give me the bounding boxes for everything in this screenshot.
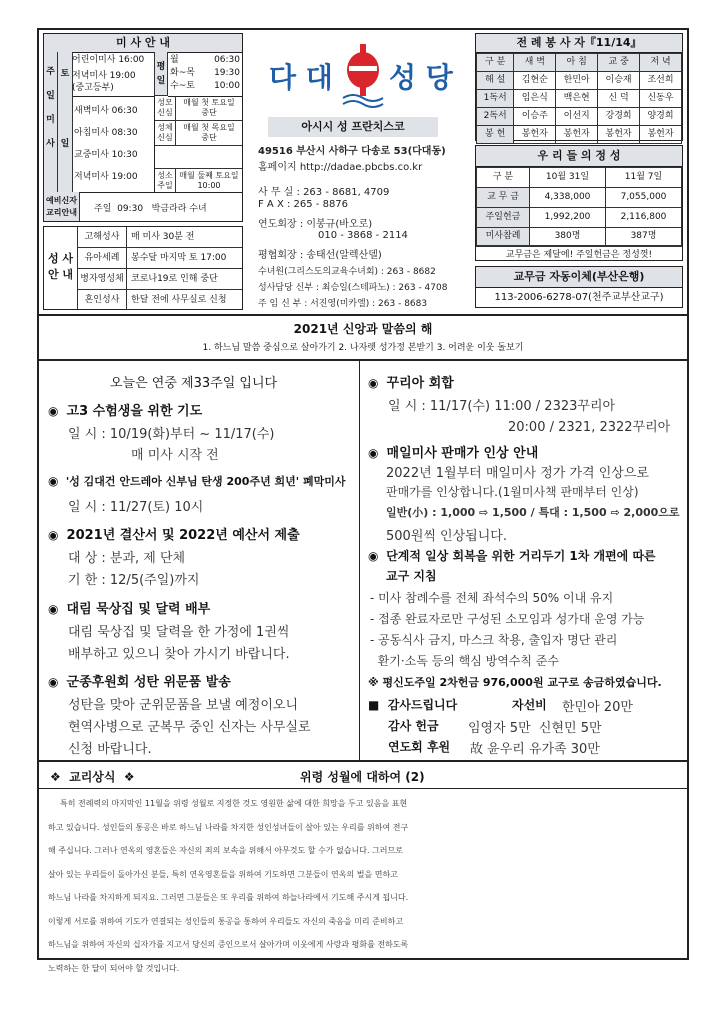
doctrine-label: ❖ 교리상식 ❖ [50,770,135,784]
weekday-3-time: 10:00 [214,81,240,91]
notice-line: 2022년 1월부터 매일미사 정가 가격 인상으로 [386,466,649,481]
convent-info: 수녀원(그리스도의교육수녀회) : 263 - 8682 [258,267,436,277]
thanks-key: 감사 헌금 [388,719,439,733]
sunday-notice: 오늘은 연중 제33주일 입니다 [110,376,278,391]
year-theme-sub: 1. 하느님 말씀 중심으로 살아가기 2. 나자렛 성가정 본받기 3. 어려운 이웃 돌보기 [202,343,524,353]
notice-line: 성탄을 맞아 군위문품을 보낼 예정이오니 [68,698,299,713]
hall-president: 연도회장 : 이봉규(바오로) [258,219,373,230]
doctrine-line: 특히 전례력의 마지막인 11월을 위령 성월로 지정한 것도 영원한 삶에 대한 희망을 두고 있음을 표현 [60,799,408,808]
doctrine-line: 해 주십니다. 그러나 연옥의 영혼들은 자신의 죄의 보속을 위해서 아무것도 할 수가 없습니다. 그러므로 [48,846,403,855]
servers-cell: 조선희 [640,72,682,90]
servers-cell: 봉헌자 [598,126,640,144]
servers-cell: 봉헌자 [556,126,598,144]
doctrine-text [48,792,678,980]
offering-header: 10월 31일 [530,168,606,188]
doctrine-line: 하느님 나라를 차지하게 되지요. 그러면 그분들은 또 우리를 위하여 하늘나라에서 기도해 주시게 됩니다. [48,893,409,902]
servers-cell: 이승재 [598,72,640,90]
sacrament-3-val: 코로나19로 인해 중단 [131,274,218,284]
servers-cell: 봉 헌 [477,126,514,144]
logo-text-b: 성 당 [389,61,453,94]
thanks-key: 자선비 [512,698,547,712]
servers-cell: 강경희 [598,108,640,126]
offering-box [475,145,683,261]
servers-cell: 봉헌자 [640,126,682,144]
office-tel: 사 무 실 : 263 - 8681, 4709 [258,187,390,198]
offering-cell: 387명 [606,228,682,246]
sacrament-2-key: 유아세례 [78,248,127,268]
weekday-label: 평 일 [154,52,168,96]
notice-title: 단계적 일상 회복을 위한 거리두기 1차 개편에 따른 [386,549,656,563]
offering-note: 교무금은 제달에! 주일헌금은 정성껏! [476,246,682,263]
servers-cell: 양경희 [640,108,682,126]
doctrine-line: 노력하는 한 달이 되어야 할 것입니다. [48,963,180,973]
sun-mass-1: 새벽미사 06:30 [74,106,138,116]
pastor-info: 주 임 신 부 : 서진영(미카엘) : 263 - 8683 [258,299,428,309]
servers-cell: 김현순 [514,72,556,90]
offering-header: 구 분 [477,168,530,188]
notice-line: 대림 묵상집 및 달력을 한 가정에 1권씩 [68,625,290,640]
mass-sun-label: 일 [58,96,73,192]
doctrine-line: 살아 있는 우리들이 돌아가신 분들, 특히 연옥영혼들을 위하여 기도하면 그분들이 연옥의 벌을 면하고 [48,869,398,879]
servers-header: 저 녁 [640,54,682,72]
devotion-list [155,96,242,193]
sat-mass-1: 어린이미사 16:00 [72,55,145,65]
servers-cell: 백은현 [556,90,598,108]
church-homepage: 홈페이지 http://dadae.pbcbs.co.kr [258,162,423,173]
notice-line: 500원씩 인상됩니다. [386,529,507,544]
weekday-schedule [170,54,240,93]
year-theme-title: 2021년 신앙과 말씀의 해 [293,322,433,336]
thanks-val: 한민아 20만 [562,700,633,715]
offering-cell: 교 무 금 [477,188,530,208]
devotion-3-type: 성소 주일 [155,169,176,193]
notice-heading [368,442,538,461]
thanks-val: 故 윤우리 유가족 30만 [470,742,600,757]
sat-mass-2: 저녁미사 19:00 [72,71,136,81]
mass-sat-label: 토 [58,52,73,97]
notice-line: 대 상 : 분과, 제 단체 [68,551,186,566]
servers-cell: 한민아 [556,72,598,90]
notice-line: 20:00 / 2321, 2322꾸리아 [508,420,671,435]
bullet-icon: ◉ [48,474,59,488]
notice-line: 환기·소독 등의 핵심 방역수칙 준수 [370,654,559,668]
offering-cell: 7,055,000 [606,188,682,208]
servers-cell: 신동우 [640,90,682,108]
servers-header: 새 벽 [514,54,556,72]
offering-title: 우 리 들 의 정 성 [476,146,682,167]
doctrine-line: 이렇게 서로를 위하여 기도가 연결되는 성인들의 통공을 통하여 우리들도 자신의 죽음을 미리 준비하고 [48,916,404,926]
sat-mass-list [72,54,154,94]
sacrament-4-key: 혼인성사 [78,290,127,310]
weekday-1-time: 06:30 [214,55,240,65]
weekday-1-day: 월 [170,55,179,65]
mass-title: 미 사 안 내 [44,34,242,53]
servers-cell: 해 설 [477,72,514,90]
sacrament-2-val: 봉수달 마지막 토 17:00 [131,253,227,263]
sun-mass-3: 교중미사 10:30 [74,150,138,160]
notice-line: 판매가를 인상합니다.(1월미사책 판매부터 인상) [386,485,639,499]
notice-line: - 접종 완료자로만 구성된 소모임과 성가대 운영 가능 [370,612,645,626]
devotion-3-note: 매월 둘째 토요일 10:00 [179,171,239,190]
devotion-2-type: 성체 신심 [155,121,176,145]
catechumen-label: 예비신자 교리안내 [44,192,80,221]
doctrine-title: 위령 성월에 대하여 (2) [300,770,425,784]
bullet-icon: ◉ [48,404,59,418]
notice-line: 현역사병으로 군복무 중인 신자는 사무실로 [68,720,311,735]
notice-line: 일반(小) : 1,000 ⇨ 1,500 / 특대 : 1,500 ⇨ 2,000으로 [386,506,680,519]
weekday-2-time: 19:30 [214,68,240,78]
mass-schedule-box [43,33,243,222]
devotion-1-note: 매월 첫 토요일 중단 [183,98,235,117]
notice-line: 기 한 : 12/5(주일)까지 [68,573,200,588]
servers-cell: 봉헌자 [514,126,556,144]
notice-title: 2021년 결산서 및 2022년 예산서 제출 [66,528,300,543]
servers-cell: 2독서 [477,108,514,126]
notice-title: '성 김대건 안드레아 신부님 탄생 200주년 희년' 폐막미사 [65,475,346,488]
devotion-2-note: 매월 첫 목요일 중단 [183,123,235,142]
notice-line: 신청 바랍니다. [68,742,152,757]
patron-banner: 아시시 성 프란치스코 [268,117,438,137]
notice-title: 군종후원회 성탄 위문품 발송 [66,675,231,690]
doctrine-line: 하느님을 위하여 자신의 십자가를 지고서 당신의 증인으로서 살아가며 이웃에게 사랑과 평화를 전하도록 [48,940,409,949]
layman-sunday-note: ※ 평신도주일 2차헌금 976,000원 교구로 송금하였습니다. [368,676,662,689]
notice-heading [48,400,202,419]
notice-heading [48,671,231,690]
logo-text-a: 다 대 [269,61,333,94]
servers-title: 전 례 봉 사 자『11/14』 [476,34,682,53]
servers-cell: 신 덕 [598,90,640,108]
notice-title: 꾸리아 회합 [386,376,454,391]
sacrament-label: 성 사 안 내 [44,227,78,309]
sun-mass-4: 저녁미사 19:00 [74,172,138,182]
sacrament-box [43,226,243,310]
sacrament-3-key: 병자영성체 [78,269,127,289]
servers-header: 아 침 [556,54,598,72]
sat-mass-3: (중고등부) [72,83,114,93]
servers-cell: 이승주 [514,108,556,126]
thanks-key: 연도회 후원 [388,740,451,754]
notice-title: 대림 묵상집 및 달력 배부 [66,602,211,617]
servers-cell: 이선지 [556,108,598,126]
doctrine-line: 하고 있습니다. 성인들의 통공은 바로 하느님 나라를 차지한 성인성녀들이 살아 있는 우리를 위하여 전구 [48,822,409,832]
bullet-icon: ◉ [368,549,379,563]
church-address: 49516 부산시 사하구 다송로 53(다대동) [258,146,446,157]
thanks-val: 임영자 5만 신현민 5만 [468,721,602,736]
transfer-account: 113-2006-6278-07(천주교부산교구) [494,292,664,303]
servers-cell: 1독서 [477,90,514,108]
notice-heading [368,547,656,564]
catechumen-text: 주일 09:30 박금라라 수녀 [94,204,207,214]
hall-tel: 010 - 3868 - 2114 [318,230,408,241]
weekday-2-day: 화~목 [170,68,195,78]
bullet-icon: ◉ [368,376,379,390]
offering-cell: 4,338,000 [530,188,606,208]
servers-header: 구 분 [477,54,514,72]
servers-table [476,53,682,144]
notice-line: 배부하고 있으니 찾아 가시기 바랍니다. [68,647,290,662]
offering-cell: 2,116,800 [606,208,682,228]
assistant-priest: 성사담당 신부 : 최승일(스테파노) : 263 - 4708 [258,283,448,293]
transfer-title: 교무금 자동이체(부산은행) [476,267,682,288]
sun-mass-2: 아침미사 08:30 [74,128,138,138]
sun-mass-list [74,100,154,188]
thanks-heading: ■ 감사드립니다 [368,698,458,712]
notice-title: 고3 수험생을 위한 기도 [66,404,203,419]
notice-line: - 공동식사 금지, 마스크 착용, 출입자 명단 관리 [370,633,618,647]
transfer-box [475,266,683,308]
fish-cross-icon [337,40,389,110]
offering-cell: 1,992,200 [530,208,606,228]
notice-line: 일 시 : 11/17(수) 11:00 / 2323꾸리아 [388,399,616,414]
servers-box [475,33,683,141]
notice-line: 일 시 : 10/19(화)부터 ~ 11/17(수) [68,427,275,442]
offering-cell: 미사참례 [477,228,530,246]
notice-line: - 미사 참례수를 전체 좌석수의 50% 이내 유지 [370,591,614,605]
offering-table [476,167,682,246]
notice-heading [48,473,346,489]
council-president: 평협회장 : 송태선(알렉산델) [258,250,382,261]
notice-heading [48,524,300,543]
bullet-icon: ◉ [48,602,59,616]
notice-line: 매 미사 시작 전 [131,448,219,463]
offering-header: 11월 7일 [606,168,682,188]
servers-cell: 임은식 [514,90,556,108]
notice-title: 매일미사 판매가 인상 안내 [386,446,539,461]
office-fax: F A X : 265 - 8876 [258,199,349,210]
bullet-icon: ◉ [48,675,59,689]
servers-header: 교 중 [598,54,640,72]
sacrament-1-val: 매 미사 30분 전 [131,232,195,242]
offering-cell: 주일헌금 [477,208,530,228]
notice-line: 일 시 : 11/27(토) 10시 [68,500,204,515]
notice-heading [48,598,210,617]
notice-heading [368,372,454,391]
sacrament-1-key: 고해성사 [78,227,127,247]
weekday-3-day: 수~토 [170,81,195,91]
sacrament-4-val: 한달 전에 사무실로 신청 [131,295,227,305]
bullet-icon: ◉ [368,446,379,460]
notice-title-cont: 교구 지침 [386,569,437,583]
offering-cell: 380명 [530,228,606,246]
bullet-icon: ◉ [48,528,59,542]
devotion-1-type: 성모 신심 [155,96,176,120]
church-logo [265,40,453,120]
mass-sunday-label: 주 일 미 사 [44,52,58,192]
